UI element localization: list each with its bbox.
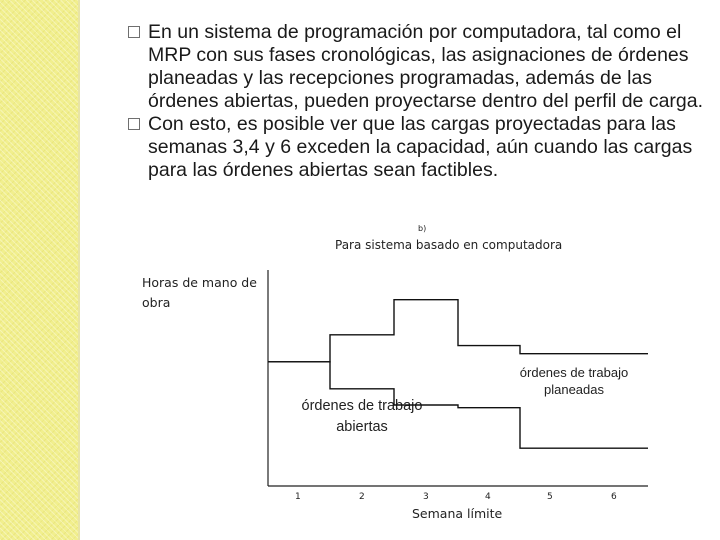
x-tick-label: 4 (485, 492, 491, 502)
open-orders-step-line (268, 362, 648, 448)
chart-title: Para sistema basado en computadora (335, 238, 563, 252)
planned-orders-annotation: órdenes de trabajo planeadas (519, 365, 629, 397)
open-orders-annotation: órdenes de trabajo abiertas (301, 398, 423, 435)
x-axis-label: Semana límite (412, 506, 503, 521)
projected-load-step-line (268, 300, 648, 362)
bullet-text: Con esto, es posible ver que las cargas proyectadas para las semanas 3,4 y 6 exceden la capacidad, aún cuando las cargas para las órdenes abiertas sean factibles. (148, 113, 693, 181)
y-axis-label: Horas de mano de obra (142, 275, 257, 310)
x-tick-label: 1 (295, 492, 301, 502)
figure-panel-label: b) (418, 224, 427, 233)
bullet-text: En un sistema de programación por computadora, tal como el MRP con sus fases cronológicas, las asignaciones de órdenes planeadas y las recepciones programadas, además de las órdenes abiertas, pueden proyectarse dentro del perfil de carga. (148, 21, 704, 112)
x-tick-label: 5 (547, 492, 553, 502)
x-tick-label: 2 (359, 492, 365, 502)
x-tick-label: 6 (611, 492, 617, 502)
x-tick-label: 3 (423, 492, 429, 502)
